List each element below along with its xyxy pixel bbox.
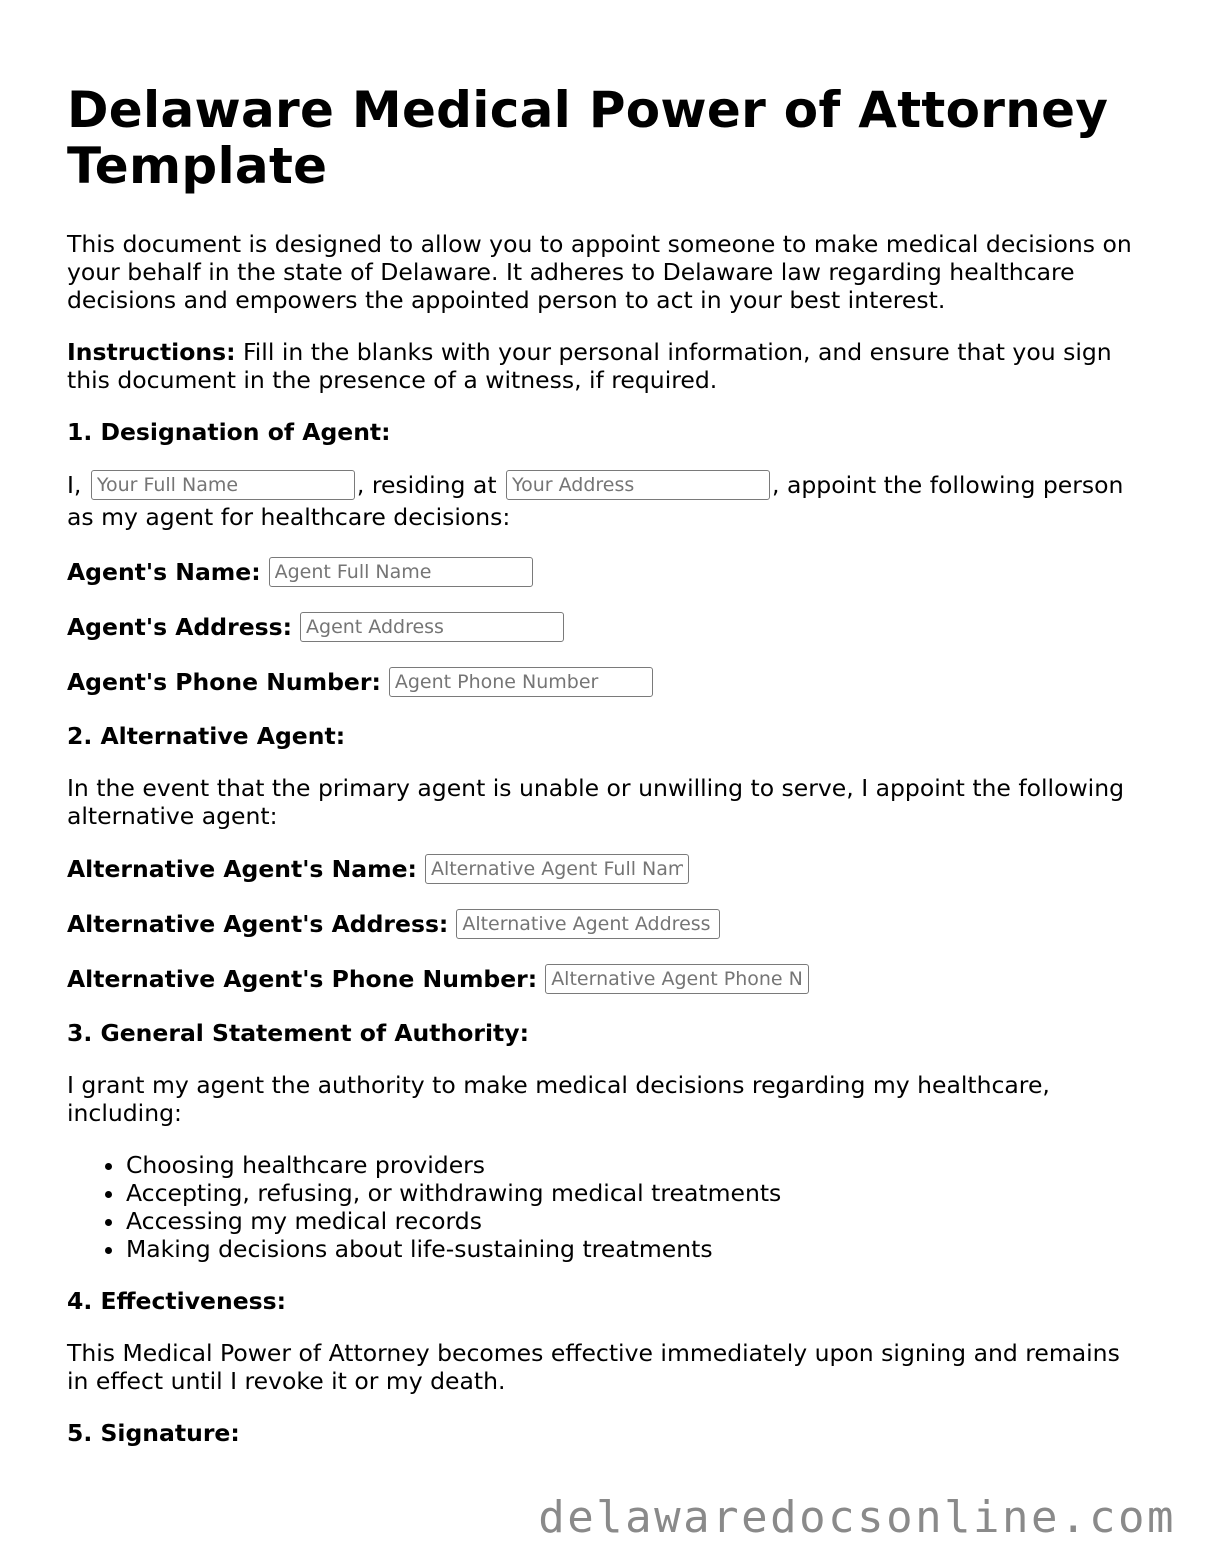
- section-3-heading: 3. General Statement of Authority:: [67, 1018, 529, 1047]
- alt-agent-name-input[interactable]: [425, 854, 689, 884]
- section-4-heading: 4. Effectiveness:: [67, 1286, 287, 1315]
- instructions-text: Fill in the blanks with your personal information, and ensure that you sign this document in the presence of a witness, if required.: [67, 338, 1112, 394]
- list-item: • Accepting, refusing, or withdrawing medical treatments: [126, 1179, 1147, 1207]
- instructions-label: Instructions:: [67, 338, 236, 366]
- agent-phone-row: [67, 667, 1147, 698]
- agent-address-input[interactable]: [300, 612, 564, 642]
- alt-agent-address-label: Alternative Agent's Address:: [67, 909, 449, 938]
- alt-agent-address-input[interactable]: [456, 909, 720, 939]
- list-item: • Choosing healthcare providers: [126, 1151, 1147, 1179]
- authority-paragraph: I grant my agent the authority to make medical decisions regarding my healthcare, including:: [67, 1070, 1050, 1127]
- page-title: Delaware Medical Power of Attorney Template: [67, 81, 1109, 195]
- designation-text-middle: , residing at: [356, 471, 505, 499]
- effectiveness-paragraph: This Medical Power of Attorney becomes effective immediately upon signing and remains in effect until I revoke it or my death.: [67, 1338, 1120, 1395]
- agent-address-row: [67, 612, 1147, 643]
- site-watermark: delawaredocsonline.com: [538, 1492, 1176, 1543]
- list-item: • Accessing my medical records: [126, 1207, 1147, 1235]
- list-item: • Making decisions about life-sustaining treatments: [126, 1235, 1147, 1263]
- your-full-name-input[interactable]: [91, 470, 355, 500]
- section-2-heading: 2. Alternative Agent:: [67, 721, 346, 750]
- authority-list: [67, 1151, 1147, 1263]
- section-5-heading: 5. Signature:: [67, 1418, 240, 1447]
- intro-paragraph: This document is designed to allow you to appoint someone to make medical decisions on your behalf in the state of Delaware. It adheres to Delaware law regarding healthcare decisions and empowers the appointed person to act in your best interest.: [67, 230, 1132, 314]
- alternative-agent-paragraph: In the event that the primary agent is unable or unwilling to serve, I appoint the following alternative agent:: [67, 773, 1125, 830]
- designation-paragraph: [67, 470, 1147, 533]
- alt-agent-phone-row: [67, 964, 1147, 995]
- designation-text-before: I,: [67, 471, 89, 499]
- designation-text-after: , appoint the following person as my agent for healthcare decisions:: [67, 471, 1124, 531]
- section-1-heading: 1. Designation of Agent:: [67, 418, 391, 446]
- alt-agent-name-row: [67, 854, 1147, 885]
- agent-address-label: Agent's Address:: [67, 612, 293, 641]
- instructions-paragraph: [67, 338, 1147, 394]
- alt-agent-address-row: [67, 909, 1147, 940]
- agent-name-input[interactable]: [269, 557, 533, 587]
- alt-agent-name-label: Alternative Agent's Name:: [67, 854, 417, 883]
- alt-agent-phone-label: Alternative Agent's Phone Number:: [67, 964, 538, 993]
- agent-name-label: Agent's Name:: [67, 557, 261, 586]
- agent-phone-input[interactable]: [389, 667, 653, 697]
- your-address-input[interactable]: [506, 470, 770, 500]
- agent-name-row: [67, 557, 1147, 588]
- document-page: [67, 82, 1147, 1447]
- agent-phone-label: Agent's Phone Number:: [67, 667, 381, 696]
- alt-agent-phone-input[interactable]: [545, 964, 809, 994]
